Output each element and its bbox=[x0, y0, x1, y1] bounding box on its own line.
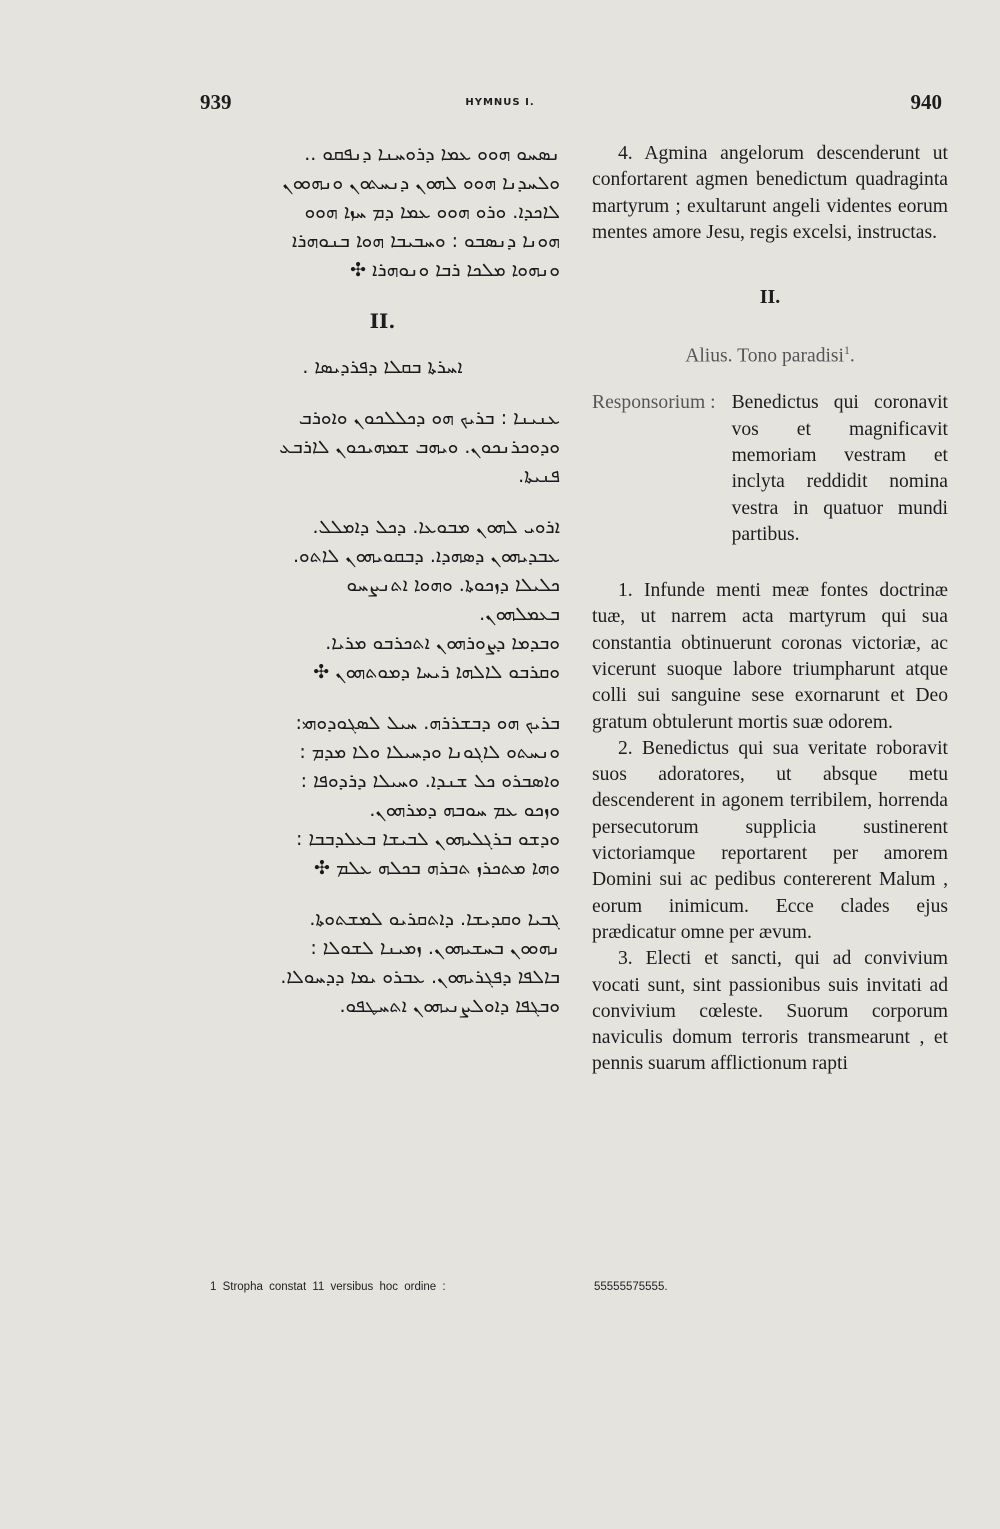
syriac-line: ܒܥܡܠܗܘܢ. bbox=[479, 603, 560, 625]
responsorium-label: Responsorium : bbox=[592, 392, 716, 414]
syriac-line: ܘܕܫܘ ܒܪܓܠܝܗܘܢ ܠܒܝܫܐ ܒܥܠܕܒܒܐ : bbox=[296, 828, 560, 850]
syriac-section-number: II. bbox=[369, 309, 396, 333]
latin-subtitle bbox=[592, 338, 948, 370]
responsorium-text: Benedictus qui coronavit vos et magnificavit memoriam vestram et inclyta reddidit nomina vestra in quatuor mundi partibus. bbox=[731, 392, 948, 545]
footnote-left: 1 Stropha constat 11 versibus hoc ordine : bbox=[210, 1281, 446, 1293]
syriac-line: ܠܐܟܕܐ. ܘܪܘ ܗܘܘ ܥܡܐ ܕܡ ܚܙܐ ܗܘܘ bbox=[304, 201, 560, 223]
latin-subtitle-text: Alius. Tono paradisi bbox=[685, 346, 845, 368]
latin-paragraph-1: 1. Infunde menti meæ fontes doctrinæ tuæ, ut narrem acta martyrum qui sua constantia obtinuerunt coronas victoriæ, ac vicerunt suoque labore triumpharunt atque colli sui sanguine sese exornarunt et Deo gratum obtulerunt mortis suæ odorem. bbox=[592, 580, 948, 733]
syriac-line: ܘܕܘܟܪܢܟܘܢ. ܘܝܗܒ ܫܡܗܝܟܘܢ ܠܐܪܒܥ bbox=[279, 436, 560, 458]
syriac-line: ܟܠܝܠܐ ܕܙܟܘܬܐ. ܘܗܘܐ ܐܬܢܨܚܘ bbox=[346, 574, 560, 596]
syriac-line: ܘܒܕܡܐ ܕܨܘܪܗܘܢ ܐܬܟܪܒܘ ܡܪܝܐ. bbox=[325, 632, 560, 654]
syriac-line: ܗܘܢܐ ܕܢܣܒܘ : ܘܚܒܝܒܐ ܗܘܐ ܒܢܘܗܪܐ bbox=[291, 230, 560, 252]
syriac-line: ܥܢܝܢܐ : ܒܪܝܟ ܗܘ ܕܟܠܠܟܘܢ ܘܐܘܪܒ bbox=[298, 407, 560, 429]
latin-section-number: II. bbox=[759, 286, 781, 309]
latin-subtitle-end: . bbox=[849, 346, 855, 368]
syriac-line: ܘܠܚܕܢܐ ܗܘܘ ܠܗܘܢ ܕܢܚܬܘܢ ܘܢܗܘܘܢ bbox=[282, 172, 560, 194]
latin-column bbox=[592, 141, 948, 1078]
latin-paragraph-2: 2. Benedictus qui sua veritate roboravit suos adoratores, ut absque metu descenderent in agonem terribilem, horrenda persecutorum supplicia sustinerent victoriamque reportarent per amorem Domini sui ac pedibus contererent Malum , eorum inimicum. Ecce clades ejus prædicatur omne per ævum. bbox=[592, 737, 948, 943]
footnote-right: 55555575555. bbox=[594, 1281, 668, 1293]
syriac-line: ܐܪܘܝ ܠܗܘܢ ܡܒܘܥܐ. ܕܟܠ ܕܐܡܠܠ. bbox=[312, 516, 560, 538]
page-number-left: 939 bbox=[200, 90, 232, 114]
syriac-line: ܦܢܝܬܐ. bbox=[518, 465, 560, 487]
running-title: HYMNUS I. bbox=[465, 97, 535, 108]
syriac-column bbox=[205, 140, 560, 1021]
responsorium bbox=[592, 390, 948, 548]
syriac-line: ܘܗܐ ܡܬܟܪܙ ܬܒܪܗ ܒܟܠܗ ܥܠܡ ✣ bbox=[314, 857, 560, 879]
page-number-right: 940 bbox=[910, 90, 942, 114]
latin-paragraph-4: 4. Agmina angelorum descenderunt ut confortarent agmen benedictum quadraginta martyrum ; exultarunt angeli videntes eorum mentes amore Jesu, regis excelsi, instructas. bbox=[592, 143, 948, 243]
syriac-line: ܢܣܚܘ ܗܘܘ ܥܡܐ ܕܪܘܚܢܐ ܕܢܦܩܘ .. bbox=[304, 143, 560, 165]
syriac-line: ܘܩܪܒܘ ܠܐܠܗܐ ܪܝܚܐ ܕܡܘܬܗܘܢ ✣ bbox=[313, 661, 560, 683]
syriac-line: ܘܙܟܘ ܥܡ ܚܘܒܗ ܕܡܪܗܘܢ. bbox=[369, 799, 560, 821]
syriac-line: ܒܐܠܦܐ ܕܦܓܪܝܗܘܢ. ܥܒܪܘ ܝܡܐ ܕܕܚܘܠܐ. bbox=[280, 966, 560, 988]
syriac-subtitle: ܐܚܪܬܐ ܒܩܠܐ ܕܦܪܕܝܣܐ . bbox=[302, 356, 463, 378]
syriac-line: ܘܐܣܒܪܘ ܟܠ ܫܢܕܐ. ܘܚܝܠܐ ܕܪܕܘܦܐ : bbox=[300, 770, 560, 792]
latin-paragraph-3: 3. Electi et sancti, qui ad convivium vocati sunt, sint passionibus suis invitati ad convivium cœleste. Suorum corporum naviculis domum terroris transmearunt , et pennis suarum afflictionum rapti bbox=[592, 948, 948, 1075]
syriac-line: ܘܢܗܘܐ ܡܠܟܐ ܪܒܐ ܘܢܘܗܪܐ ✣ bbox=[350, 259, 560, 281]
syriac-line: ܘܢܚܬܘ ܠܐܓܘܢܐ ܘܕܚܝܠܐ ܘܠܐ ܡܕܡ : bbox=[299, 741, 560, 763]
syriac-line: ܒܪܝܟ ܗܘ ܕܒܫܪܪܗ. ܚܝܠ ܠܣܓܘܕܘܗܝ: bbox=[295, 712, 560, 734]
footnote-marker: 1 bbox=[844, 344, 850, 358]
syriac-line: ܢܗܘܘܢ ܒܚܫܝܗܘܢ. ܙܡܝܢܐ ܠܫܘܠܐ : bbox=[310, 937, 560, 959]
syriac-line: ܥܒܕܝܗܘܢ ܕܣܗܕܐ. ܕܒܩܘܝܗܘܢ ܠܐܬܘ. bbox=[292, 545, 560, 567]
syriac-line: ܘܒܓܦܐ ܕܐܘܠܨܢܝܗܘܢ ܐܬܚܛܦܘ. bbox=[339, 995, 560, 1017]
syriac-line: ܓܒܝܐ ܘܩܕܝܫܐ. ܕܐܬܩܪܝܘ ܠܡܫܬܘܬܐ. bbox=[309, 908, 560, 930]
